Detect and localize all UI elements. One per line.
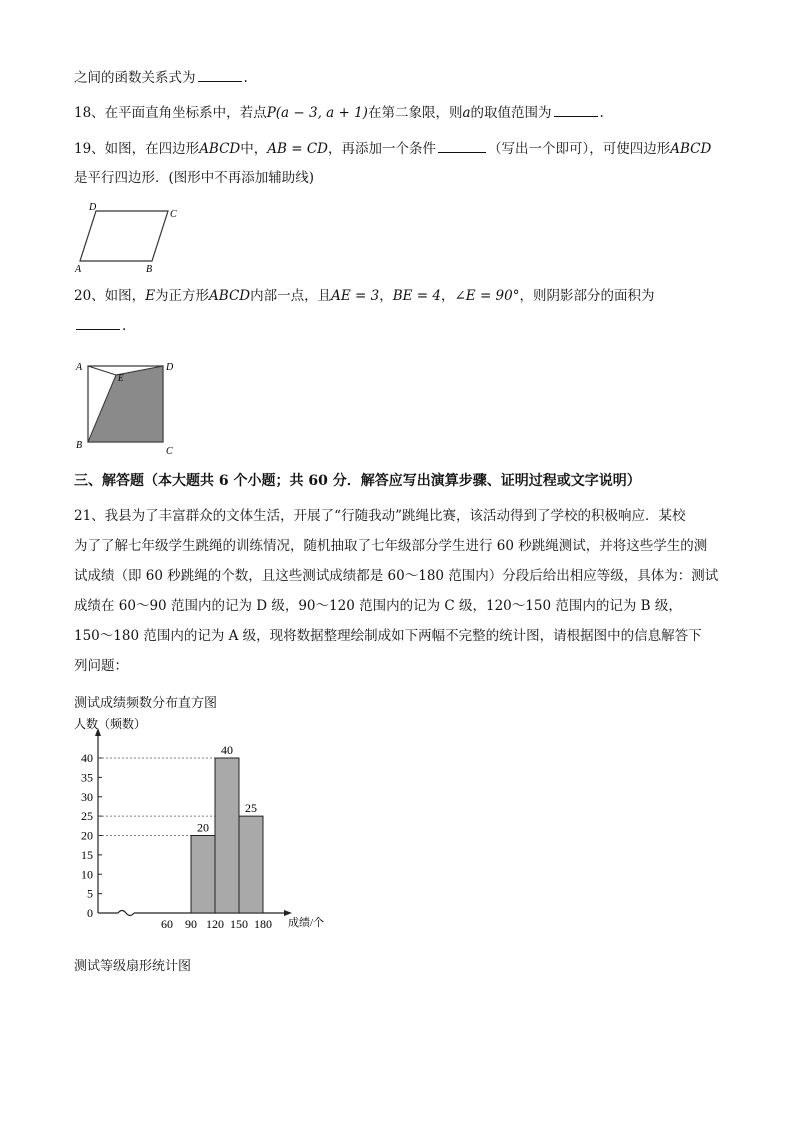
histogram-bar xyxy=(191,836,215,914)
x-tick-label: 60 xyxy=(161,917,173,931)
x-tick-label: 150 xyxy=(230,917,248,931)
label-D: D xyxy=(166,362,174,373)
parallelogram-figure xyxy=(72,200,182,276)
question-18: 18、在平面直角坐标系中，若点P(a − 3, a + 1)在第二象限，则a的取值范围为 . xyxy=(74,105,604,121)
frequency-histogram xyxy=(70,718,350,940)
y-tick-label: 40 xyxy=(81,751,93,765)
bar-value-label: 40 xyxy=(221,743,233,757)
label-D: D xyxy=(89,202,97,213)
label-A: A xyxy=(76,362,83,373)
label-B: B xyxy=(76,440,83,451)
label-A: A xyxy=(75,264,82,275)
y-tick-label: 15 xyxy=(81,847,93,862)
y-tick-label: 0 xyxy=(87,906,93,920)
bar-value-label: 20 xyxy=(197,820,209,835)
answer-blank-19[interactable] xyxy=(438,139,486,153)
q21-line-1: 21、我县为了丰富群众的文体生活，开展了“行随我动”跳绳比赛，该活动得到了学校的积极响应．某校 xyxy=(74,508,686,524)
label-C: C xyxy=(170,209,177,220)
question-19-line-1: 19、如图，在四边形ABCD中，AB = CD，再添加一个条件 （写出一个即可），可使四边形ABCD xyxy=(74,141,712,157)
section-3-heading: 三、解答题（本大题共 6 个小题；共 60 分．解答应写出演算步骤、证明过程或文字说明） xyxy=(74,473,641,489)
x-tick-label: 90 xyxy=(185,917,197,931)
y-tick-label: 30 xyxy=(81,789,93,804)
y-tick-label: 20 xyxy=(81,828,93,843)
q21-line-4: 成绩在 60～90 范围内的记为 D 级，90～120 范围内的记为 C 级，120～150 范围内的记为 B 级， xyxy=(74,598,682,614)
answer-blank-18[interactable] xyxy=(554,103,598,117)
x-tick-label: 120 xyxy=(206,917,224,931)
q21-line-5: 150～180 范围内的记为 A 级，现将数据整理绘制成如下两幅不完整的统计图，请根据图中的信息解答下 xyxy=(74,628,702,644)
histogram-bar xyxy=(215,758,239,913)
q21-line-6: 列问题： xyxy=(74,658,128,674)
label-B: B xyxy=(146,264,153,275)
answer-blank-20[interactable] xyxy=(76,316,120,330)
y-tick-label: 5 xyxy=(87,886,93,901)
y-axis-label: 人数（频数） xyxy=(74,718,147,731)
pie-chart-caption: 测试等级扇形统计图 xyxy=(74,959,192,974)
y-tick-label: 35 xyxy=(81,770,93,785)
x-tick-label: 180 xyxy=(254,917,272,931)
q21-line-2: 为了了解七年级学生跳绳的训练情况，随机抽取了七年级部分学生进行 60 秒跳绳测试，并将这些学生的测 xyxy=(74,538,708,554)
q17-tail: 之间的函数关系式为 . xyxy=(74,70,248,86)
answer-blank-17[interactable] xyxy=(198,68,242,82)
square-figure xyxy=(72,355,182,457)
label-C: C xyxy=(166,446,173,457)
bar-value-label: 25 xyxy=(245,801,257,816)
histogram-bar xyxy=(239,816,263,913)
q21-line-3: 试成绩（即 60 秒跳绳的个数，且这些测试成绩都是 60～180 范围内）分段后给出相应等级，具体为：测试 xyxy=(74,568,719,584)
x-axis-label: 成绩/个 xyxy=(288,917,325,929)
y-tick-label: 25 xyxy=(81,809,93,824)
label-E: E xyxy=(118,373,124,383)
question-20-line-1: 20、如图，E为正方形ABCD内部一点，且AE = 3，BE = 4，∠E = 90°，则阴影部分的面积为 xyxy=(74,288,655,304)
y-tick-label: 10 xyxy=(81,867,93,882)
question-20-line-2: . xyxy=(74,316,126,336)
x-axis-arrow xyxy=(284,910,292,916)
question-19-line-2: 是平行四边形．(图形中不再添加辅助线) xyxy=(74,170,315,186)
histogram-caption: 测试成绩频数分布直方图 xyxy=(74,696,218,711)
x-axis-break xyxy=(118,911,134,916)
